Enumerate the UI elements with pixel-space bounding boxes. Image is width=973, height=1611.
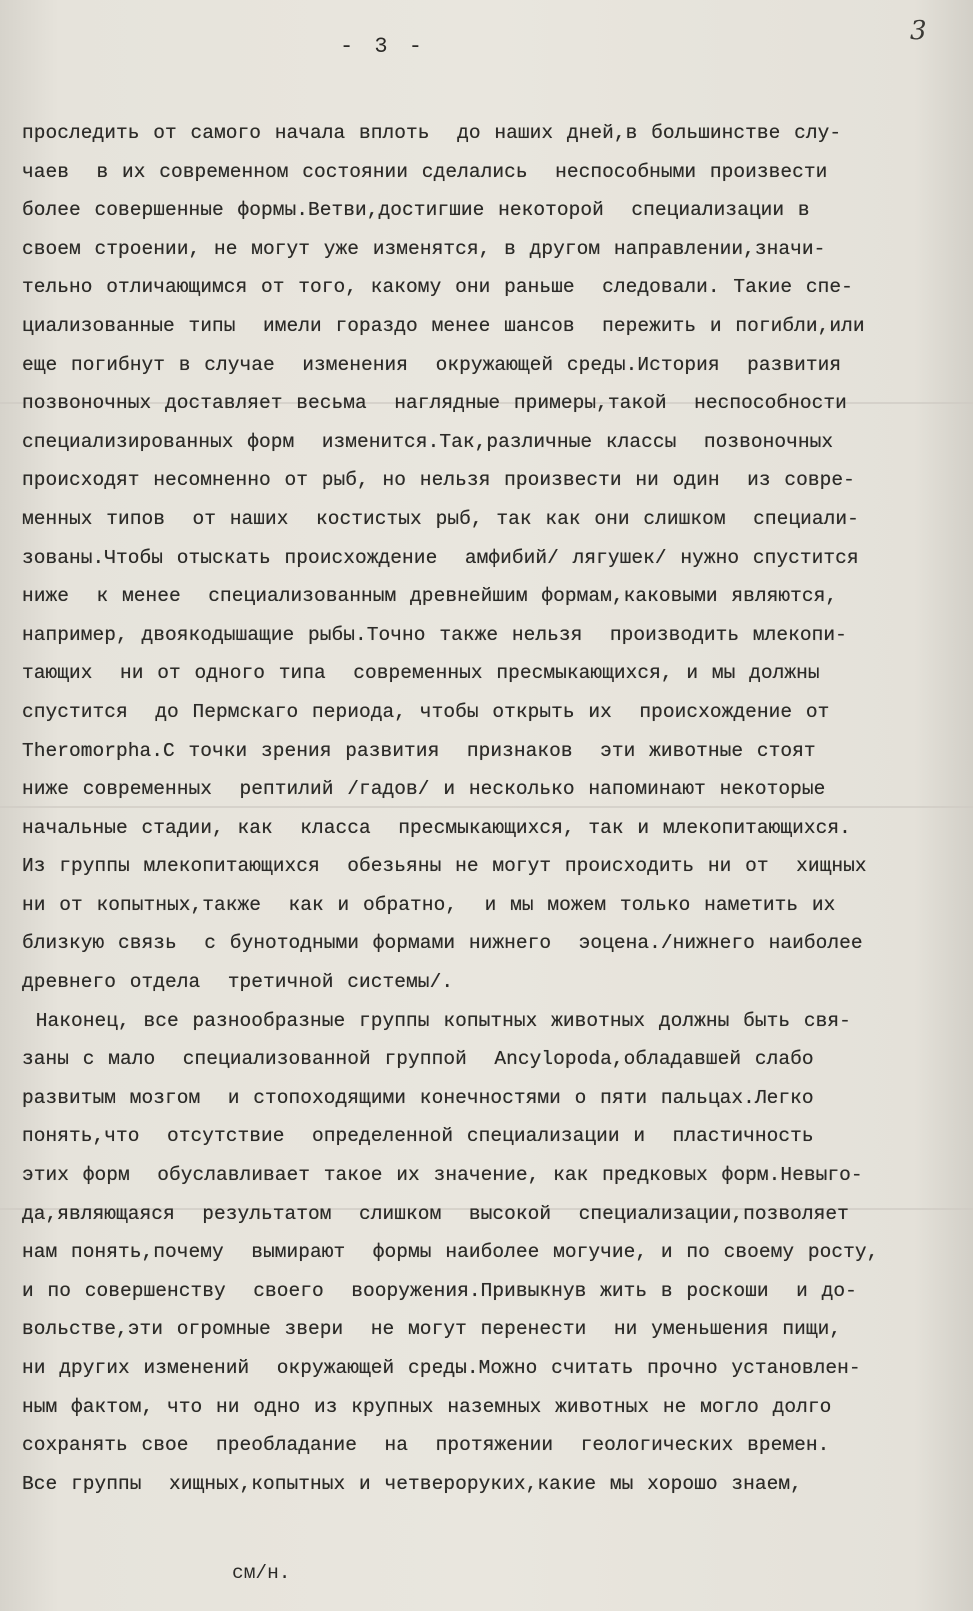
text-line: специализированных форм изменится.Так,различные классы позвоночных	[22, 430, 834, 453]
text-line: и по совершенству своего вооружения.Привыкнув жить в роскоши и до-	[22, 1279, 857, 1302]
continuation-note: см/н.	[232, 1562, 291, 1584]
text-line: происходят несомненно от рыб, но нельзя произвести ни один из совре-	[22, 469, 855, 492]
text-line: например, двоякодышащие рыбы.Точно также нельзя производить млекопи-	[22, 623, 847, 646]
handwritten-page-number: 3	[910, 16, 927, 46]
text-line: тающих ни от одного типа современных пресмыкающихся, и мы должны	[22, 662, 820, 685]
text-line: Theromorpha.С точки зрения развития признаков эти животные стоят	[22, 739, 816, 762]
text-line: начальные стадии, как класса пресмыкающихся, так и млекопитающихся.	[22, 816, 851, 839]
text-line: зованы.Чтобы отыскать происхождение амфибий/ лягушек/ нужно спустится	[22, 546, 859, 569]
text-line: да,являющаяся результатом слишком высокой специализации,позволяет	[22, 1202, 849, 1225]
text-line: чаев в их современном состоянии сделались неспособными произвести	[22, 160, 828, 183]
text-line: ниже к менее специализованным древнейшим формам,каковыми являются,	[22, 585, 838, 608]
text-line: ным фактом, что ни одно из крупных наземных животных не могло долго	[22, 1395, 832, 1418]
text-line: более совершенные формы.Ветви,достигшие некоторой специализации в	[22, 199, 810, 222]
text-line: еще погибнут в случае изменения окружающей среды.История развития	[22, 353, 842, 376]
text-line: спустится до Пермскаго периода, чтобы открыть их происхождение от	[22, 700, 830, 723]
text-line: циализованные типы имели гораздо менее шансов пережить и погибли,или	[22, 314, 865, 337]
text-line: Наконец, все разнообразные группы копытных животных должны быть свя-	[22, 1009, 851, 1032]
text-line: проследить от самого начала вплоть до наших дней,в большинстве слу-	[22, 122, 842, 144]
text-line: Из группы млекопитающихся обезьяны не могут происходить ни от хищных	[22, 855, 867, 878]
text-line: вольстве,эти огромные звери не могут перенести ни уменьшения пищи,	[22, 1318, 842, 1341]
text-line: ни других изменений окружающей среды.Можно считать прочно установлен-	[22, 1357, 861, 1379]
text-line: позвоночных доставляет весьма наглядные примеры,такой неспособности	[22, 392, 847, 415]
document-body	[22, 114, 962, 1503]
text-line: своем строении, не могут уже изменятся, в другом направлении,значи-	[22, 237, 826, 260]
text-line: заны с мало специализованной группой Ancylopoda,обладавшей слабо	[22, 1048, 814, 1071]
text-line: ниже современных рептилий /гадов/ и несколько напоминают некоторые	[22, 778, 826, 801]
text-line: менных типов от наших костистых рыб, так как они слишком специали-	[22, 507, 859, 530]
text-line: древнего отдела третичной системы/.	[22, 971, 454, 994]
text-line: тельно отличающимся от того, какому они раньше следовали. Такие спе-	[22, 276, 853, 299]
text-line: этих форм обуславливает такое их значение, как предковых форм.Невыго-	[22, 1164, 863, 1187]
text-line: ни от копытных,также как и обратно, и мы можем только наметить их	[22, 893, 836, 916]
text-line: нам понять,почему вымирают формы наиболее могучие, и по своему росту,	[22, 1241, 879, 1264]
text-line: сохранять свое преобладание на протяжении геологических времен.	[22, 1434, 830, 1457]
text-line: развитым мозгом и стопоходящими конечностями о пяти пальцах.Легко	[22, 1086, 814, 1109]
text-line: Все группы хищных,копытных и четвероруких,какие мы хорошо знаем,	[22, 1472, 802, 1495]
text-line: понять,что отсутствие определенной специализации и пластичность	[22, 1125, 814, 1148]
text-line: близкую связь с бунотодными формами нижнего эоцена./нижнего наиболее	[22, 932, 863, 955]
page-number: - 3 -	[340, 34, 427, 59]
